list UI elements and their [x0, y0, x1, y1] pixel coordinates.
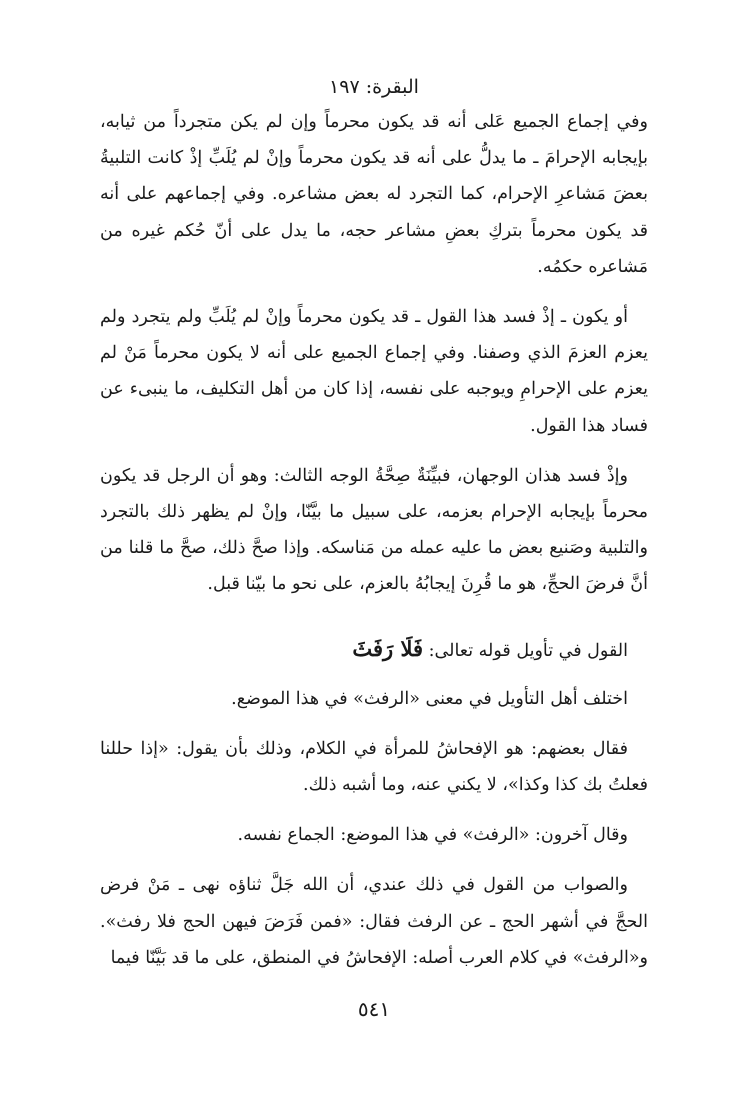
paragraph-6: وقال آخرون: «الرفث» في هذا الموضع: الجماع نفسه.: [237, 825, 628, 846]
quran-phrase: فَلَا رَفَثَ: [352, 635, 424, 661]
page-number: ٥٤١: [357, 997, 391, 1022]
page-body: [100, 72, 648, 1024]
section-heading: [100, 629, 648, 671]
paragraph-7: والصواب من القول في ذلك عندي، أن الله جَلَّ ثناؤه نهى ـ مَنْ فرض الحجَّ في أشهر الحج ـ عن الرفث فقال: «فمن فَرَضَ فيهن الحج فلا رفث». و«الرفث» في كلام العرب أصله: الإفحاشُ في المنطق، على ما قد بَيَّنّا فيما: [100, 875, 648, 968]
paragraph-5: فقال بعضهم: هو الإفحاشُ للمرأة في الكلام، وذلك بأن يقول: «إذا حللنا فعلتُ بك كذا وكذا»، لا يكني عنه، وما أشبه ذلك.: [100, 738, 648, 796]
paragraph-1: وفي إجماع الجميع عَلى أنه قد يكون محرماً وإن لم يكن متجرداً من ثيابه، بإيجابه الإحرامَ ـ ما يدلُّ على أنه قد يكون محرماً وإنْ لم يُلَبِّ إذْ كانت التلبيةُ بعضَ مَشاعرِ الإحرام، كما التجرد له بعض مشاعره. وفي إجماعهم على أنه قد يكون محرماً بتركِ بعضِ مشاعر حجه، ما يدل على أنّ حُكم غيره من مَشاعره حكمُه.: [100, 112, 648, 277]
paragraph-2: أو يكون ـ إذْ فسد هذا القول ـ قد يكون محرماً وإنْ لم يُلَبِّ ولم يتجرد ولم يعزم العزمَ الذي وصفنا. وفي إجماع الجميع على أنه لا يكون محرماً مَنْ لم يعزم على الإحرامِ ويوجبه على نفسه، إذا كان من أهل التكليف، ما ينبىء عن فساد هذا القول.: [100, 307, 648, 436]
section-heading-prefix: القول في تأويل قوله تعالى:: [428, 640, 628, 661]
running-header: البقرة: ١٩٧: [329, 76, 419, 98]
paragraph-3: وإذْ فسد هذان الوجهان، فبيِّنَةٌ صِحَّةُ الوجه الثالث: وهو أن الرجل قد يكون محرماً بإيجابه الإحرام بعزمه، على سبيل ما بيَّنّا، وإنْ لم يظهر ذلك بالتجرد والتلبية وصَنيع بعض ما عليه عمله من مَناسكه. وإذا صحَّ ذلك، صحَّ ما قلنا من أنَّ فرضَ الحجِّ، هو ما قُرِنَ إيجابُهُ بالعزم، على نحو ما بيّنا قبل.: [100, 465, 648, 595]
paragraph-4: اختلف أهل التأويل في معنى «الرفث» في هذا الموضع.: [231, 688, 628, 709]
